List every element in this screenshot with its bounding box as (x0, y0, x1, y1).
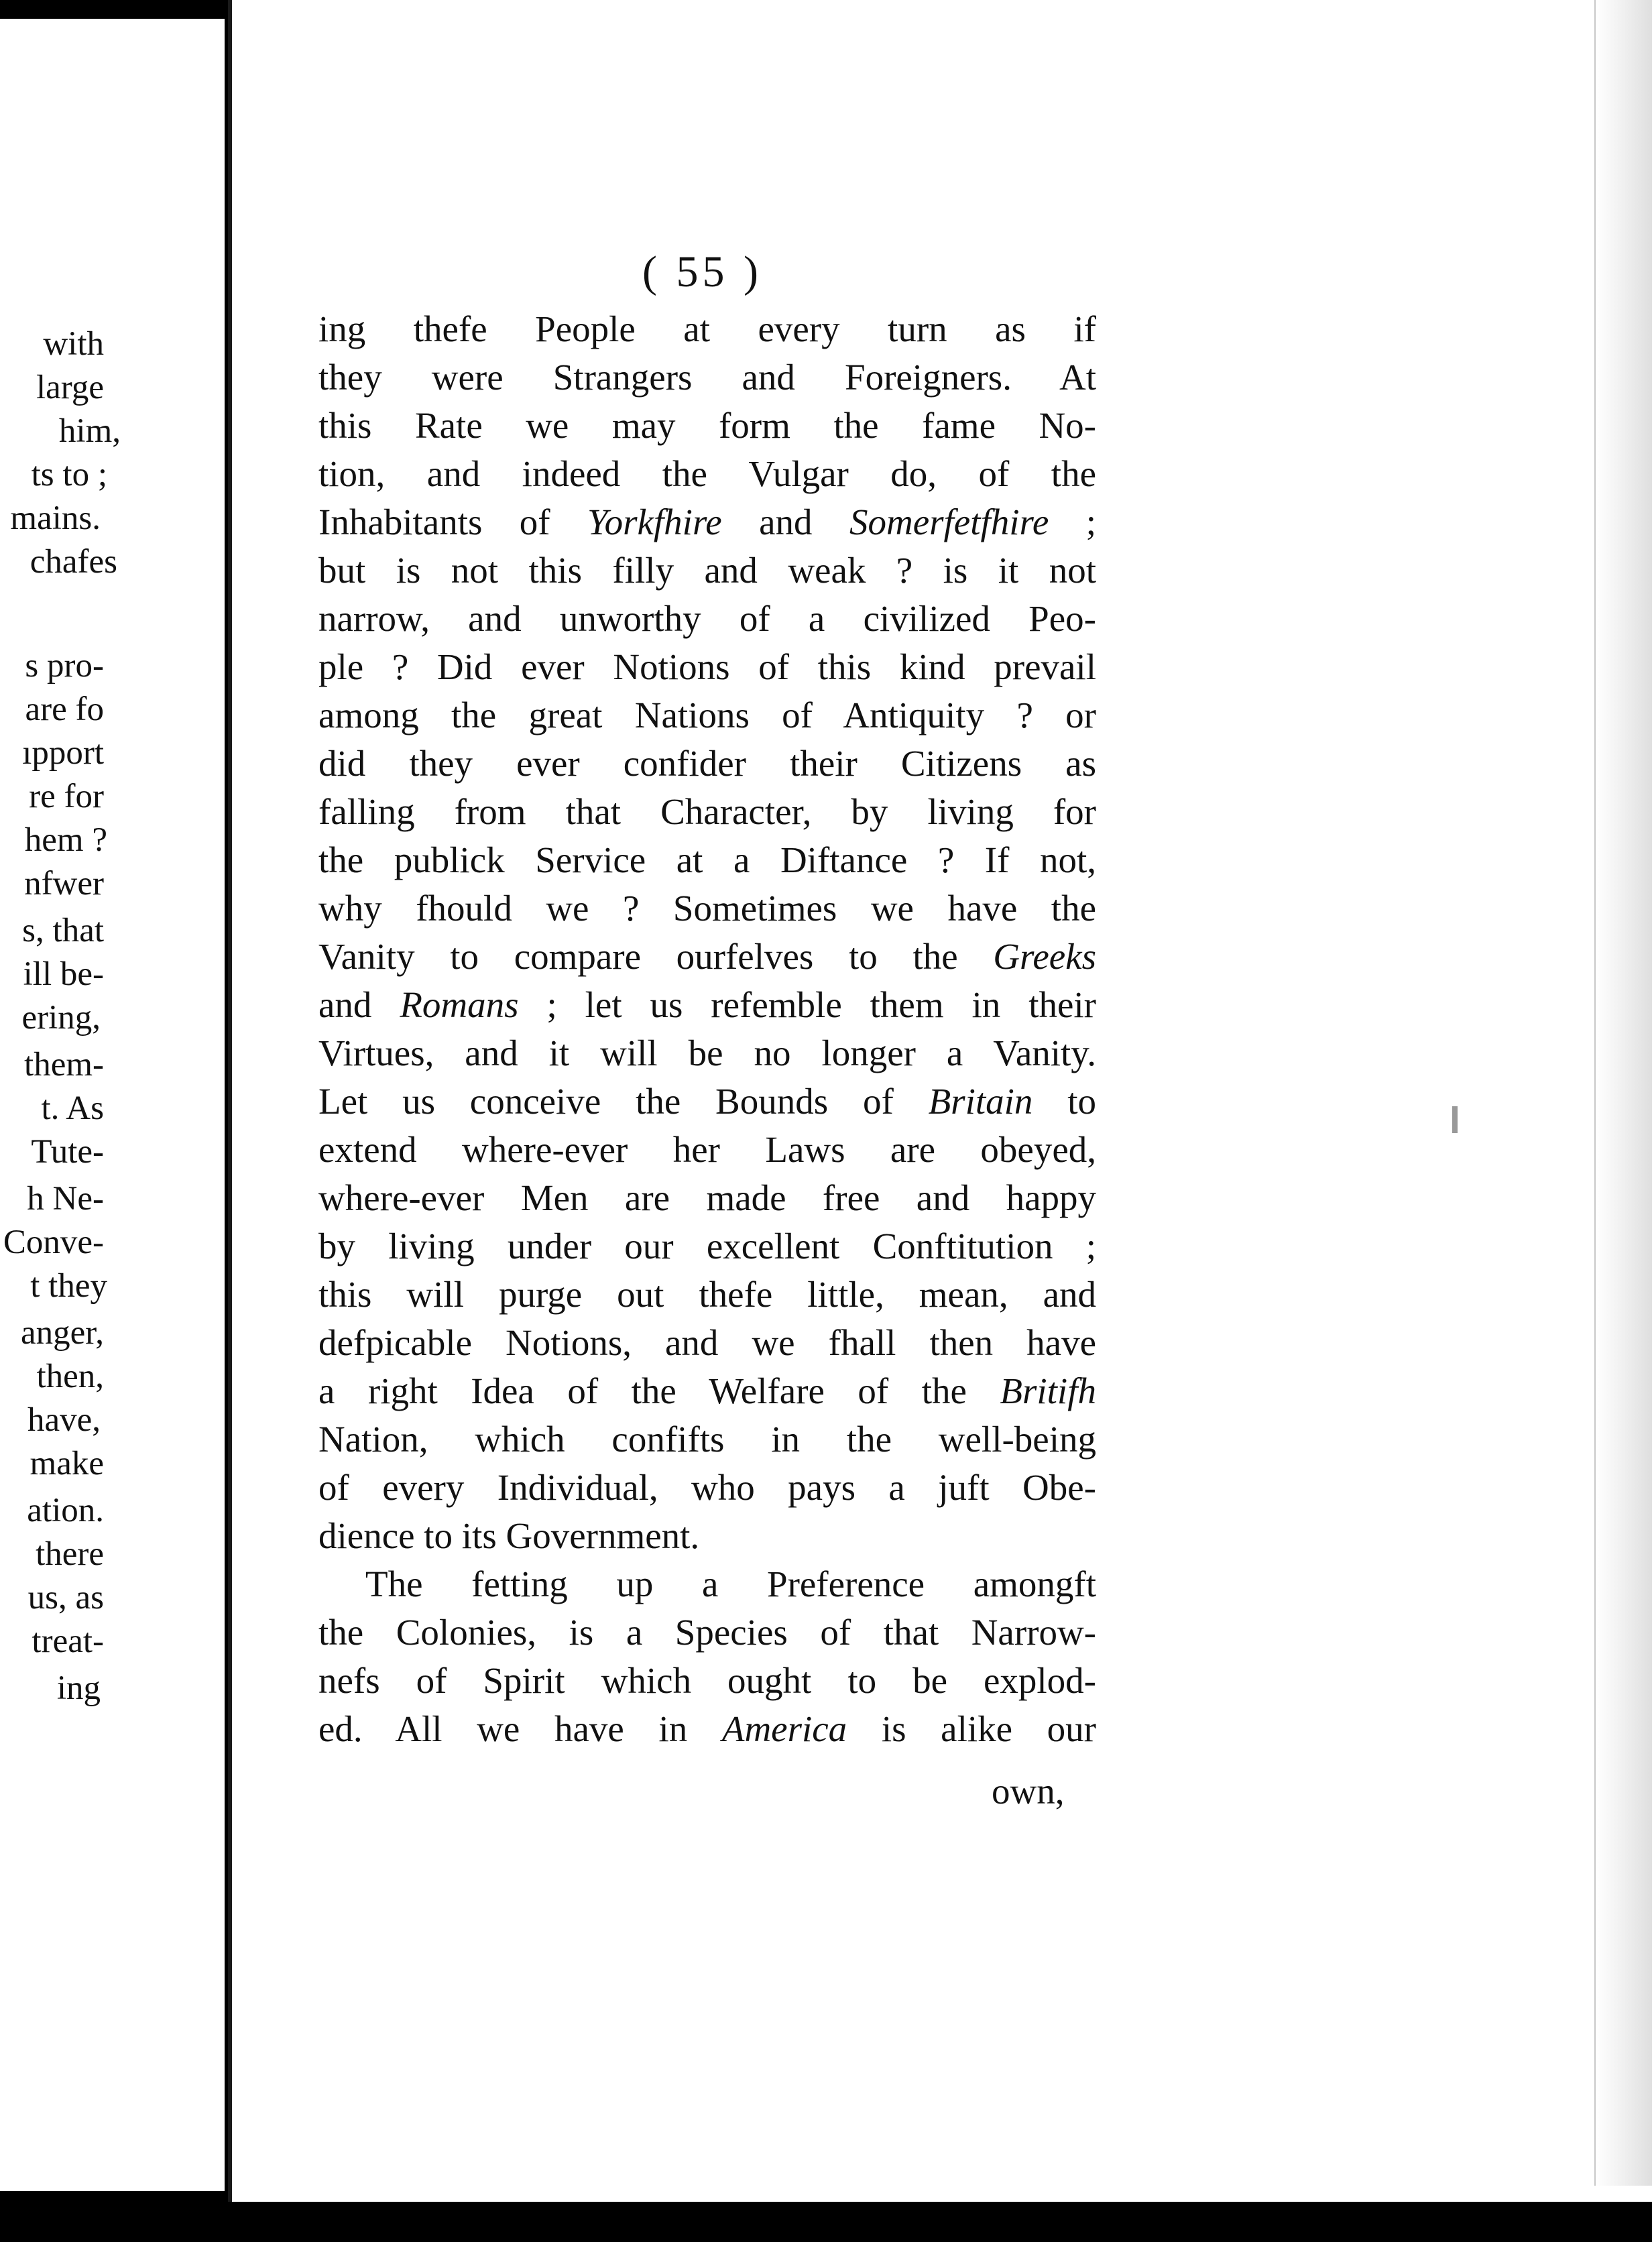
italic-text: Greeks (993, 936, 1096, 977)
left-page-line: h Ne- (27, 1180, 104, 1218)
left-page-line: chafes (30, 543, 117, 581)
text-segment: ; let us refemble them in their (518, 984, 1096, 1025)
text-line (318, 1415, 1096, 1464)
text-line (318, 1657, 1096, 1705)
text-line (318, 305, 1096, 353)
text-segment: among the great Nations of Antiquity ? or (318, 695, 1096, 735)
italic-text: Britifh (1000, 1370, 1096, 1411)
right-page (228, 0, 1652, 2202)
left-page-line: ation. (27, 1492, 104, 1529)
text-segment: Inhabitants of (318, 501, 588, 542)
text-segment: ple ? Did ever Notions of this kind prevail (318, 646, 1096, 687)
text-line (318, 450, 1096, 498)
italic-text: Britain (928, 1081, 1033, 1122)
italic-text: America (721, 1708, 847, 1749)
text-line (318, 1222, 1096, 1271)
left-page-line: us, as (27, 1579, 104, 1616)
left-page-line: s, that (22, 912, 104, 949)
text-line (318, 981, 1096, 1029)
text-line (318, 1174, 1096, 1222)
left-page-line: then, (36, 1358, 104, 1395)
text-segment: Vanity to compare ourfelves to the (318, 936, 994, 977)
text-segment: and (721, 501, 849, 542)
left-page-line: ıpport (22, 734, 104, 772)
text-line (318, 1560, 1096, 1608)
text-segment: ; (1049, 501, 1097, 542)
left-page-line: large (36, 369, 104, 406)
catchword: own, (992, 1771, 1065, 1812)
text-segment: ing thefe People at every turn as if (318, 308, 1096, 349)
text-line (318, 1126, 1096, 1174)
text-line (318, 933, 1096, 981)
text-segment: this Rate we may form the fame No- (318, 405, 1096, 446)
text-line (318, 595, 1096, 643)
text-segment: extend where-ever her Laws are obeyed, (318, 1129, 1096, 1170)
text-segment: nefs of Spirit which ought to be explod- (318, 1660, 1096, 1701)
text-line (318, 353, 1096, 402)
text-segment: falling from that Character, by living for (318, 791, 1096, 832)
left-page-line: anger, (21, 1314, 104, 1352)
text-line (318, 546, 1096, 595)
left-page-fragment (0, 19, 225, 2191)
left-page-line: re for (29, 778, 104, 815)
text-segment: the Colonies, is a Species of that Narrow- (318, 1612, 1096, 1653)
left-page-line: him, (58, 412, 121, 450)
italic-text: Somerfetfhire (849, 501, 1049, 542)
text-line (318, 691, 1096, 740)
text-segment: is alike our (847, 1708, 1096, 1749)
left-page-line: hem ? (24, 821, 107, 859)
text-line (318, 1077, 1096, 1126)
text-segment: Virtues, and it will be no longer a Vanity. (318, 1032, 1096, 1073)
text-segment: by living under our excellent Conftitution ; (318, 1226, 1096, 1266)
text-segment: but is not this filly and weak ? is it not (318, 550, 1096, 591)
italic-text: Yorkfhire (587, 501, 722, 542)
left-page-line: with (43, 325, 104, 363)
left-page-line: Tute- (31, 1133, 104, 1171)
text-line (318, 1464, 1096, 1512)
text-segment: Let us conceive the Bounds of (318, 1081, 929, 1122)
text-segment: ed. All we have in (318, 1708, 722, 1749)
text-segment: of every Individual, who pays a juft Obe- (318, 1467, 1096, 1508)
left-page-line: ts to ; (31, 456, 107, 493)
text-line (318, 402, 1096, 450)
text-segment: defpicable Notions, and we fhall then have (318, 1322, 1096, 1363)
left-page-line: ing (56, 1669, 101, 1707)
left-page-line: are fo (25, 691, 104, 728)
text-line (318, 1319, 1096, 1367)
left-page-line: ill be- (23, 955, 104, 993)
left-page-line: mains. (10, 499, 101, 537)
page-number: ( 55 ) (642, 247, 762, 296)
text-line (318, 788, 1096, 836)
text-line (318, 1512, 1096, 1560)
page-edge-shadow (1594, 0, 1652, 2186)
text-line (318, 740, 1096, 788)
text-line (318, 643, 1096, 691)
left-page-line: s pro- (25, 647, 104, 685)
text-line (318, 498, 1096, 546)
left-page-line: have, (27, 1401, 101, 1439)
text-segment: did they ever confider their Citizens as (318, 743, 1096, 784)
left-page-line: t. As (41, 1089, 104, 1127)
text-segment: and (318, 984, 400, 1025)
left-page-line: there (36, 1535, 104, 1573)
italic-text: Romans (400, 984, 519, 1025)
text-line (318, 1608, 1096, 1657)
text-line (318, 1029, 1096, 1077)
text-line (318, 884, 1096, 933)
body-text (318, 305, 1096, 1753)
text-segment: they were Strangers and Foreigners. At (318, 357, 1096, 398)
text-segment: narrow, and unworthy of a civilized Peo- (318, 598, 1096, 639)
text-segment: where-ever Men are made free and happy (318, 1177, 1096, 1218)
text-line (318, 1367, 1096, 1415)
text-segment: why fhould we ? Sometimes we have the (318, 888, 1096, 929)
left-page-line: nfwer (24, 865, 104, 902)
left-page-line: ering, (21, 999, 101, 1037)
text-segment: a right Idea of the Welfare of the (318, 1370, 1000, 1411)
left-page-line: treat- (32, 1622, 104, 1660)
text-segment: The fetting up a Preference amongft (365, 1564, 1096, 1604)
left-page-line: them- (24, 1046, 104, 1083)
text-line (318, 1705, 1096, 1753)
left-page-line: t they (30, 1267, 107, 1305)
left-page-line: Conve- (3, 1224, 104, 1261)
text-segment: the publick Service at a Diftance ? If not, (318, 839, 1096, 880)
margin-mark (1452, 1106, 1458, 1133)
text-line (318, 1271, 1096, 1319)
text-segment: Nation, which confifts in the well-being (318, 1419, 1096, 1460)
text-segment: to (1032, 1081, 1097, 1122)
left-page-line: make (30, 1445, 104, 1482)
text-line (318, 836, 1096, 884)
text-segment: dience to its Government. (318, 1515, 700, 1556)
text-segment: tion, and indeed the Vulgar do, of the (318, 453, 1096, 494)
text-segment: this will purge out thefe little, mean, and (318, 1274, 1096, 1315)
